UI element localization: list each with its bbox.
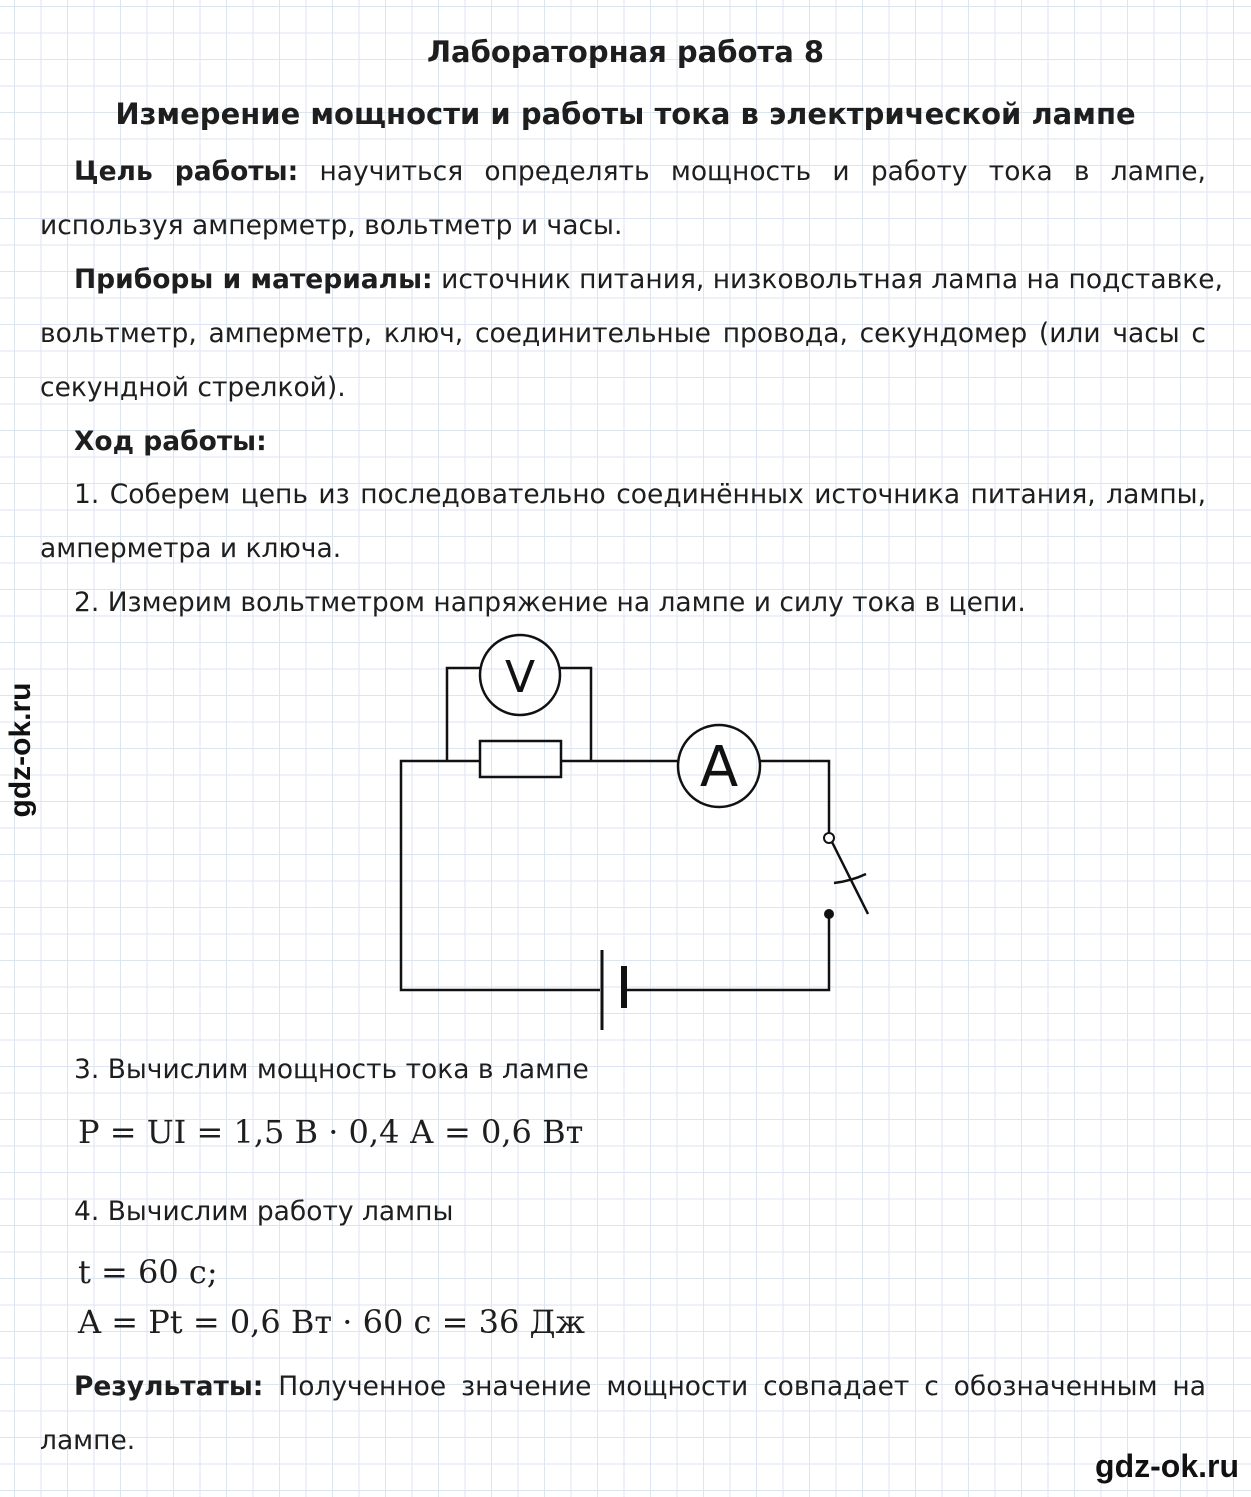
goal-line-2: используя амперметр, вольтметр и часы.	[40, 210, 623, 241]
page-title: Лабораторная работа 8	[426, 35, 825, 69]
formula-work: A = Pt = 0,6 Вт · 60 с = 36 Дж	[78, 1303, 585, 1341]
results-label: Результаты:	[74, 1371, 264, 1402]
voltmeter-wire-left	[447, 668, 480, 761]
step4-text: 4. Вычислим работу лампы	[74, 1196, 454, 1227]
formula-power: P = UI = 1,5 В · 0,4 А = 0,6 Вт	[78, 1113, 584, 1151]
watermark-side-text: gdz-ok.ru	[4, 682, 37, 818]
page-subtitle: Измерение мощности и работы тока в электрической лампе	[115, 97, 1136, 131]
goal-line-1	[74, 152, 1206, 192]
voltmeter-label: V	[504, 652, 536, 703]
step2-text: 2. Измерим вольтметром напряжение на лампе и силу тока в цепи.	[74, 587, 1026, 618]
results-line-1	[74, 1367, 1206, 1407]
wire-right-bottom	[625, 917, 829, 990]
results-line-2: лампе.	[40, 1425, 136, 1456]
step3-text: 3. Вычислим мощность тока в лампе	[74, 1054, 589, 1085]
goal-text-1: научиться определять мощность и работу тока в лампе,	[319, 156, 1206, 187]
switch-terminal-open	[824, 833, 834, 843]
wire-left	[401, 761, 600, 990]
materials-line-2: вольтметр, амперметр, ключ, соединительные провода, секундомер (или часы с	[40, 318, 1206, 349]
materials-text-1: источник питания, низковольтная лампа на подставке,	[441, 264, 1223, 295]
materials-line-1	[74, 260, 1223, 300]
circuit-diagram	[390, 628, 890, 1038]
lamp-resistor-symbol	[480, 741, 561, 777]
watermark-bottom: gdz-ok.ru	[1095, 1448, 1239, 1484]
step1-line-2: амперметра и ключа.	[40, 533, 342, 564]
wire-right-top	[760, 761, 829, 833]
procedure-label: Ход работы:	[74, 426, 267, 457]
voltmeter-wire-right	[560, 668, 591, 761]
materials-line-3: секундной стрелкой).	[40, 372, 346, 403]
ammeter-label: A	[699, 735, 739, 800]
watermark-side	[2, 660, 40, 840]
switch-lever	[832, 842, 868, 914]
switch-terminal-closed	[824, 909, 834, 919]
step1-line-1: 1. Соберем цепь из последовательно соединённых источника питания, лампы,	[74, 479, 1206, 510]
materials-label: Приборы и материалы:	[74, 264, 433, 295]
goal-label: Цель работы:	[74, 156, 299, 187]
results-text-1: Полученное значение мощности совпадает с обозначенным на	[278, 1371, 1206, 1402]
formula-time: t = 60 с;	[78, 1253, 218, 1291]
